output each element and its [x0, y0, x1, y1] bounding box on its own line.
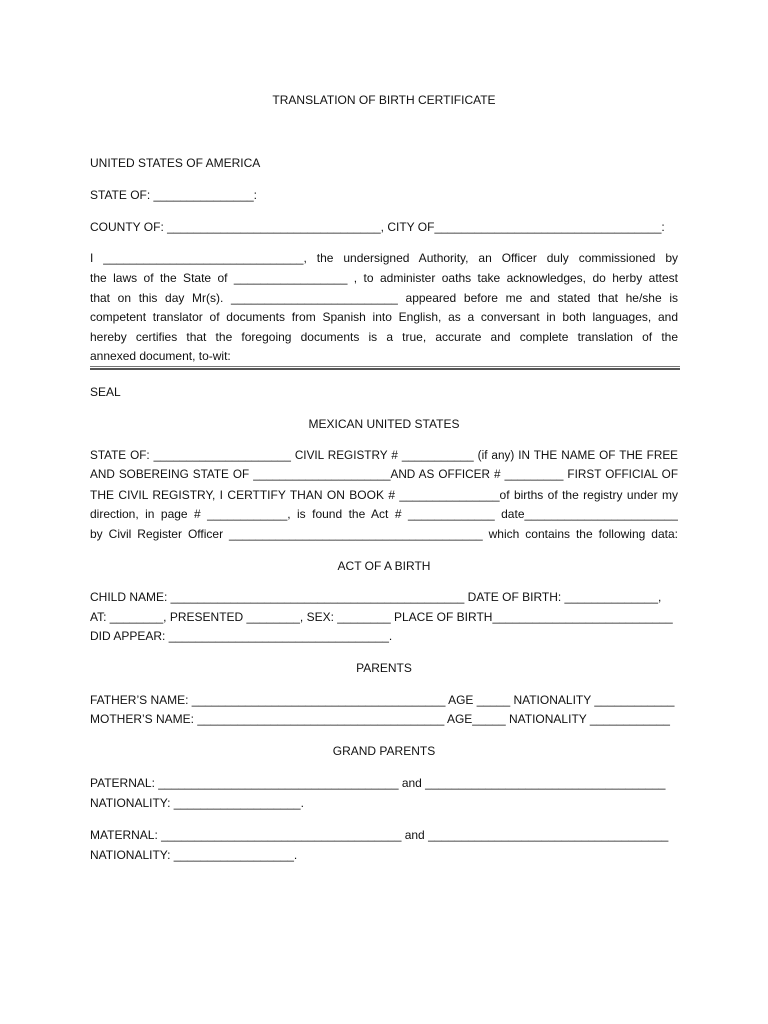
mexico-line-2: AND SOBEREING STATE OF _____________________AND AS OFFICER # _________ FIRST OFFICIAL OF: [90, 468, 678, 481]
mexico-heading: MEXICAN UNITED STATES: [308, 417, 460, 431]
maternal-nationality-line: NATIONALITY: __________________.: [90, 848, 298, 862]
affidavit-line-6: annexed document, to-wit:: [90, 349, 231, 363]
affidavit-line-1: I ______________________________, the undersigned Authority, an Officer duly commissioned by: [90, 251, 678, 265]
country-line: UNITED STATES OF AMERICA: [90, 156, 261, 170]
state-line: STATE OF: _______________:: [90, 188, 257, 202]
maternal-line: MATERNAL: ____________________________________ and ____________________________________: [90, 828, 669, 842]
did-appear-line: DID APPEAR: _________________________________.: [90, 629, 393, 643]
presented-line: AT: ________, PRESENTED ________, SEX: ________ PLACE OF BIRTH___________________________: [90, 610, 673, 624]
seal-label: SEAL: [90, 385, 121, 399]
section-divider: [90, 366, 680, 370]
paternal-nationality-line: NATIONALITY: ___________________.: [90, 796, 304, 810]
mexico-line-4: direction, in page # ____________, is found the Act # _____________ date_______________________: [90, 507, 678, 521]
affidavit-line-4: competent translator of documents from Spanish into English, as a conversant in both languages, and: [90, 310, 678, 324]
affidavit-line-5: hereby certifies that the foregoing documents is a true, accurate and complete translation of the: [90, 330, 678, 344]
father-line: FATHER’S NAME: ______________________________________ AGE _____ NATIONALITY ____________: [90, 693, 675, 707]
mexico-line-3: THE CIVIL REGISTRY, I CERTTIFY THAN ON BOOK # _______________of births of the registry under my: [90, 488, 678, 502]
affidavit-line-3: that on this day Mr(s). _________________________ appeared before me and stated that he/she is: [90, 291, 678, 305]
act-heading: ACT OF A BIRTH: [337, 559, 431, 573]
affidavit-line-2: the laws of the State of _________________ , to administer oaths take acknowledges, do herby attest: [90, 271, 678, 285]
mexico-line-1: STATE OF: _____________________ CIVIL REGISTRY # ___________ (if any) IN THE NAME OF THE FREE: [90, 449, 678, 462]
paternal-line: PATERNAL: ____________________________________ and ____________________________________: [90, 776, 666, 790]
child-name-line: CHILD NAME: ____________________________________________ DATE OF BIRTH: ______________,: [90, 590, 662, 604]
document-title: TRANSLATION OF BIRTH CERTIFICATE: [272, 93, 496, 107]
mexico-line-5: by Civil Register Officer ______________________________________ which contains the following data:: [90, 527, 678, 541]
county-city-line: COUNTY OF: ________________________________, CITY OF__________________________________:: [90, 220, 665, 234]
parents-heading: PARENTS: [356, 661, 412, 675]
mother-line: MOTHER’S NAME: _____________________________________ AGE_____ NATIONALITY ____________: [90, 712, 670, 726]
grandparents-heading: GRAND PARENTS: [332, 744, 436, 758]
